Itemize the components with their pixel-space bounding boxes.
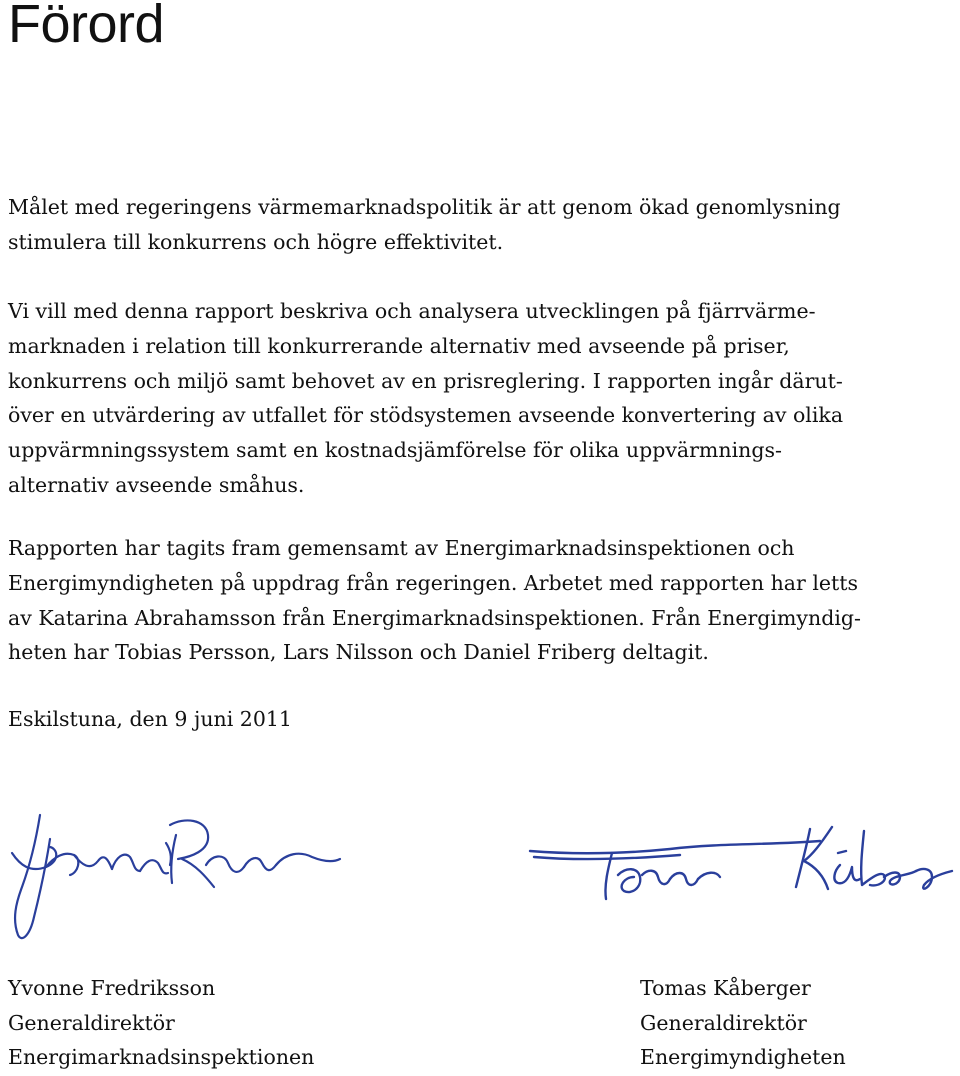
paragraph-2: [8, 294, 960, 503]
text-line: stimulera till konkurrens och högre effektivitet.: [8, 229, 504, 254]
page-title: Förord: [8, 0, 165, 54]
signatory-organization: Energimyndigheten: [640, 1045, 846, 1069]
signatory-role: Generaldirektör: [640, 1010, 807, 1035]
signatory-right: [640, 971, 846, 1075]
signatory-left: [8, 971, 314, 1075]
text-line: konkurrens och miljö samt behovet av en prisreglering. I rapporten ingår därut-: [8, 368, 843, 393]
text-line: alternativ avseende småhus.: [8, 472, 305, 497]
text-line: Vi vill med denna rapport beskriva och analysera utvecklingen på fjärrvärme-: [8, 299, 816, 323]
paragraph-3: [8, 531, 960, 670]
text-line: uppvärmningssystem samt en kostnadsjämförelse för olika uppvärmnings-: [8, 438, 782, 463]
text-line: marknaden i relation till konkurrerande alternativ med avseende på priser,: [8, 333, 790, 358]
place-date: Eskilstuna, den 9 juni 2011: [8, 707, 292, 731]
text-line: heten har Tobias Persson, Lars Nilsson och Daniel Friberg deltagit.: [8, 640, 709, 665]
text-line: Målet med regeringens värmemarknadspolitik är att genom ökad genomlysning: [8, 195, 841, 219]
signatory-name: Tomas Kåberger: [640, 976, 811, 1000]
signature-right: [520, 815, 960, 925]
signatory-role: Generaldirektör: [8, 1010, 175, 1035]
signatory-name: Yvonne Fredriksson: [8, 976, 216, 1000]
paragraph-1: [8, 190, 960, 260]
text-line: av Katarina Abrahamsson från Energimarknadsinspektionen. Från Energimyndig-: [8, 605, 861, 630]
text-line: Rapporten har tagits fram gemensamt av Energimarknadsinspektionen och: [8, 536, 795, 560]
text-line: över en utvärdering av utfallet för stödsystemen avseende konvertering av olika: [8, 403, 844, 428]
signatory-organization: Energimarknadsinspektionen: [8, 1045, 315, 1069]
signature-left: [0, 795, 360, 955]
text-line: Energimyndigheten på uppdrag från regeringen. Arbetet med rapporten har letts: [8, 570, 858, 595]
